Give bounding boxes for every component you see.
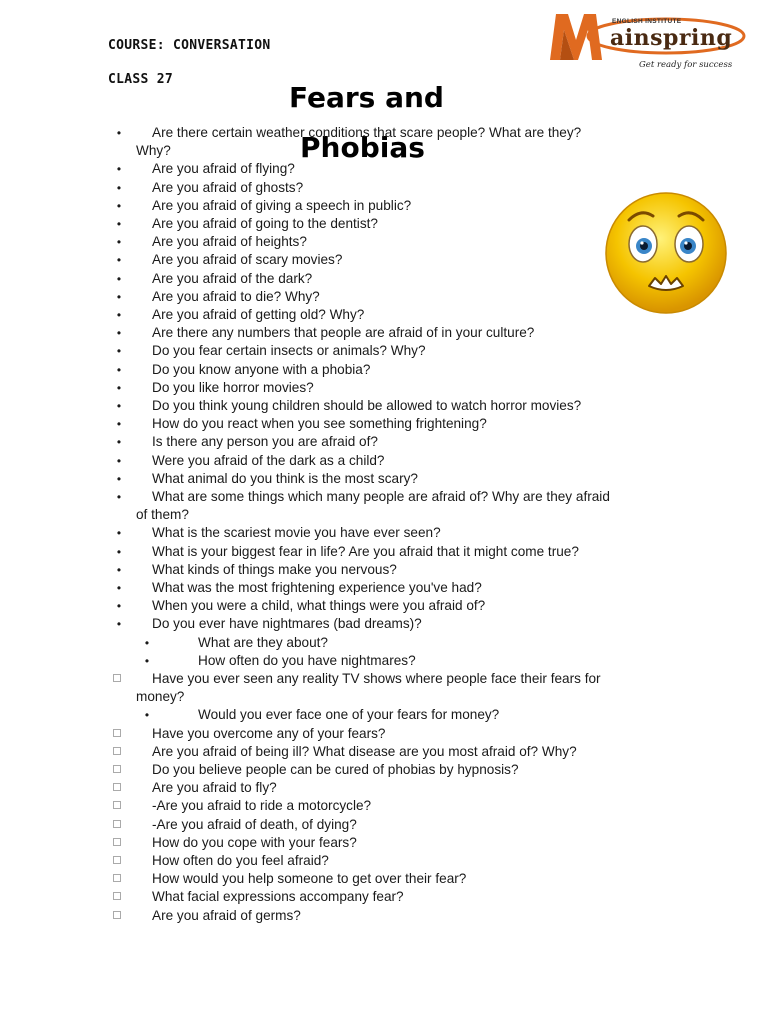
question-text: Do you know anyone with a phobia? — [152, 361, 371, 377]
question-text: Are you afraid of going to the dentist? — [152, 216, 378, 231]
checkbox-bullet-icon — [113, 838, 121, 846]
checkbox-bullet-icon — [113, 747, 121, 755]
question-text: What is the scariest movie you have ever seen? — [152, 525, 441, 541]
bullet-icon: • — [116, 162, 122, 177]
bullet-icon: • — [116, 435, 122, 450]
question-text: Are you afraid to fly? — [152, 780, 277, 796]
question-text: Are you afraid of getting old? Why? — [152, 307, 365, 322]
question-text: Were you afraid of the dark as a child? — [152, 452, 385, 468]
question-text: How do you react when you see something frightening? — [152, 416, 487, 432]
question-text: Is there any person you are afraid of? — [152, 434, 378, 450]
bullet-icon: • — [116, 217, 122, 231]
checkbox-bullet-icon — [113, 674, 121, 682]
checkbox-bullet-icon — [113, 783, 121, 791]
question-text: Do you fear certain insects or animals? Why? — [152, 343, 426, 359]
question-text: Are you afraid of being ill? What disease are you most afraid of? Why? — [152, 743, 577, 759]
question-text: What is your biggest fear in life? Are you afraid that it might come true? — [152, 543, 579, 559]
question-text: How often do you feel afraid? — [152, 853, 329, 868]
logo-wordmark: ainspring — [610, 25, 733, 51]
logo-institute-text: ENGLISH INSTITUTE — [612, 18, 682, 25]
bullet-icon: • — [116, 198, 122, 213]
bullet-icon: • — [116, 180, 122, 195]
checkbox-bullet-icon — [113, 765, 121, 773]
checkbox-bullet-icon — [113, 874, 121, 882]
bullet-icon: • — [116, 417, 122, 432]
question-text: Have you ever seen any reality TV shows where people face their fears for — [152, 671, 601, 686]
checkbox-bullet-icon — [113, 892, 121, 900]
bullet-icon: • — [116, 490, 122, 504]
question-text: Are you afraid of the dark? — [152, 270, 313, 286]
bullet-icon: • — [116, 453, 122, 468]
bullet-icon: • — [116, 253, 122, 268]
bullet-icon: • — [116, 308, 122, 322]
logo-tagline: Get ready for success — [639, 60, 733, 70]
bullet-icon: • — [144, 635, 150, 650]
bullet-icon: • — [116, 599, 122, 614]
question-text: What animal do you think is the most scary? — [152, 470, 418, 486]
question-text: Are you afraid of flying? — [152, 161, 295, 177]
checkbox-bullet-icon — [113, 856, 121, 864]
checkbox-bullet-icon — [113, 820, 121, 828]
question-text-continued: of them? — [136, 507, 189, 522]
bullet-icon: • — [116, 617, 122, 632]
bullet-icon: • — [116, 271, 122, 286]
question-text: What was the most frightening experience you've had? — [152, 580, 482, 595]
bullet-icon: • — [116, 289, 122, 304]
question-text: -Are you afraid of death, of dying? — [152, 816, 357, 832]
question-text: What are they about? — [198, 634, 328, 650]
question-text: When you were a child, what things were you afraid of? — [152, 598, 486, 614]
bullet-icon: • — [116, 380, 122, 395]
question-text-continued: Why? — [136, 143, 171, 158]
question-text: How would you help someone to get over their fear? — [152, 871, 467, 887]
question-text: Are you afraid of germs? — [152, 907, 301, 923]
bullet-icon: • — [116, 235, 122, 250]
bullet-icon: • — [116, 544, 122, 559]
bullet-icon: • — [116, 344, 122, 359]
question-text: Are there certain weather conditions that scare people? What are they? — [152, 125, 582, 140]
question-text: Are you afraid of ghosts? — [152, 179, 304, 195]
bullet-icon: • — [116, 126, 122, 140]
bullet-icon: • — [116, 562, 122, 577]
checkbox-bullet-icon — [113, 729, 121, 737]
checkbox-bullet-icon — [113, 911, 121, 919]
question-text: What facial expressions accompany fear? — [152, 889, 404, 905]
question-text: Do you ever have nightmares (bad dreams)? — [152, 616, 422, 632]
question-text: Do you like horror movies? — [152, 379, 314, 395]
question-text: Do you believe people can be cured of phobias by hypnosis? — [152, 762, 519, 777]
question-text: Do you think young children should be allowed to watch horror movies? — [152, 398, 582, 413]
bullet-icon: • — [144, 708, 150, 723]
question-text: Are you afraid of scary movies? — [152, 252, 343, 268]
bullet-icon: • — [116, 526, 122, 541]
bullet-icon: • — [116, 471, 122, 486]
question-text: What are some things which many people are afraid of? Why are they afraid — [152, 489, 610, 504]
question-text: How do you cope with your fears? — [152, 834, 357, 850]
bullet-icon: • — [116, 362, 122, 377]
bullet-icon: • — [116, 581, 122, 595]
page-title-line1: Fears and — [289, 81, 444, 114]
question-text: Have you overcome any of your fears? — [152, 725, 386, 741]
question-text: -Are you afraid to ride a motorcycle? — [152, 798, 372, 814]
question-text: Are you afraid of heights? — [152, 234, 307, 250]
bullet-icon: • — [116, 399, 122, 413]
question-text: Would you ever face one of your fears for money? — [198, 707, 500, 723]
class-label: CLASS 27 — [108, 72, 174, 87]
question-text: Are you afraid to die? Why? — [152, 288, 320, 304]
page-title-line2: Phobias — [300, 131, 425, 164]
checkbox-bullet-icon — [113, 801, 121, 809]
bullet-icon: • — [144, 653, 150, 668]
question-text: Are you afraid of giving a speech in public? — [152, 197, 412, 213]
course-label: COURSE: CONVERSATION — [108, 38, 271, 53]
question-text-continued: money? — [136, 689, 185, 704]
bullet-icon: • — [116, 326, 122, 341]
question-text: Are there any numbers that people are afraid of in your culture? — [152, 325, 535, 341]
question-text: How often do you have nightmares? — [198, 652, 416, 668]
question-text: What kinds of things make you nervous? — [152, 561, 397, 577]
